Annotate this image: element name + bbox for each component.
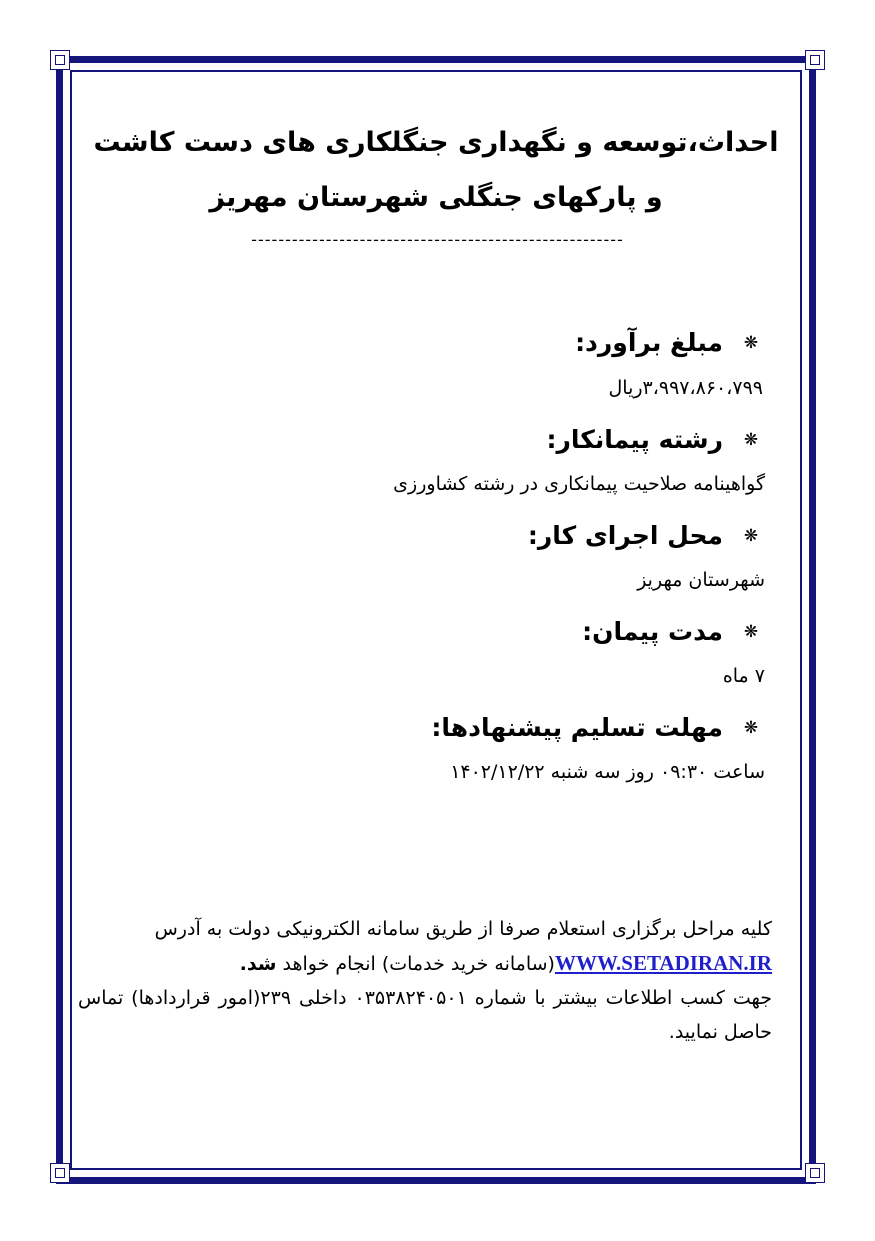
section-heading-submission-deadline [100,711,765,745]
section-value-contract-duration: ۷ ماه [722,665,765,687]
section-label: مدت پیمان: [582,617,723,646]
footer-line-2-text: (سامانه خرید خدمات) انجام خواهد [276,953,555,975]
section-label: رشته پیمانکار: [546,425,723,454]
border-corner-ornament [805,1163,825,1183]
footer-line-2-bold: شد. [239,953,277,975]
section-label: مبلغ برآورد: [575,328,723,357]
setadiran-link[interactable]: WWW.SETADIRAN.IR [554,951,772,975]
section-heading-contract-duration [100,615,765,649]
border-corner-ornament [50,50,70,70]
section-label: مهلت تسلیم پیشنهادها: [431,713,723,742]
section-heading-work-location [100,519,765,553]
bullet-icon: ❋ [743,622,759,642]
footer-line-1: کلیه مراحل برگزاری استعلام صرفا از طریق سامانه الکترونیکی دولت به آدرس [154,918,772,940]
title-separator: ------------------------------------------------------- [251,230,624,249]
bullet-icon: ❋ [743,718,759,738]
section-value-contractor-field: گواهینامه صلاحیت پیمانکاری در رشته کشاورزی [393,473,765,495]
section-value-work-location: شهرستان مهریز [637,569,765,591]
footer-notice [78,912,772,1049]
border-corner-ornament [805,50,825,70]
section-value-submission-deadline: ساعت ۰۹:۳۰ روز سه شنبه ۱۴۰۲/۱۲/۲۲ [450,761,765,783]
footer-contact-info: جهت کسب اطلاعات بیشتر با شماره ۰۳۵۳۸۲۴۰۵۰۱ داخلی ۲۳۹(امور قراردادها) تماس حاصل نمایید. [78,987,772,1043]
section-heading-contractor-field [100,423,765,457]
document-title-line-1: احداث،توسعه و نگهداری جنگلکاری های دست کاشت [93,127,779,158]
footer-line-2 [78,946,772,981]
document-title-line-2: و پارکهای جنگلی شهرستان مهریز [209,182,663,213]
section-label: محل اجرای کار: [527,521,723,550]
bullet-icon: ❋ [743,333,759,353]
bullet-icon: ❋ [743,430,759,450]
section-heading-estimated-amount [100,326,765,360]
section-value-estimated-amount: ۳،۹۹۷،۸۶۰،۷۹۹ریال [608,377,763,399]
bullet-icon: ❋ [743,526,759,546]
border-corner-ornament [50,1163,70,1183]
